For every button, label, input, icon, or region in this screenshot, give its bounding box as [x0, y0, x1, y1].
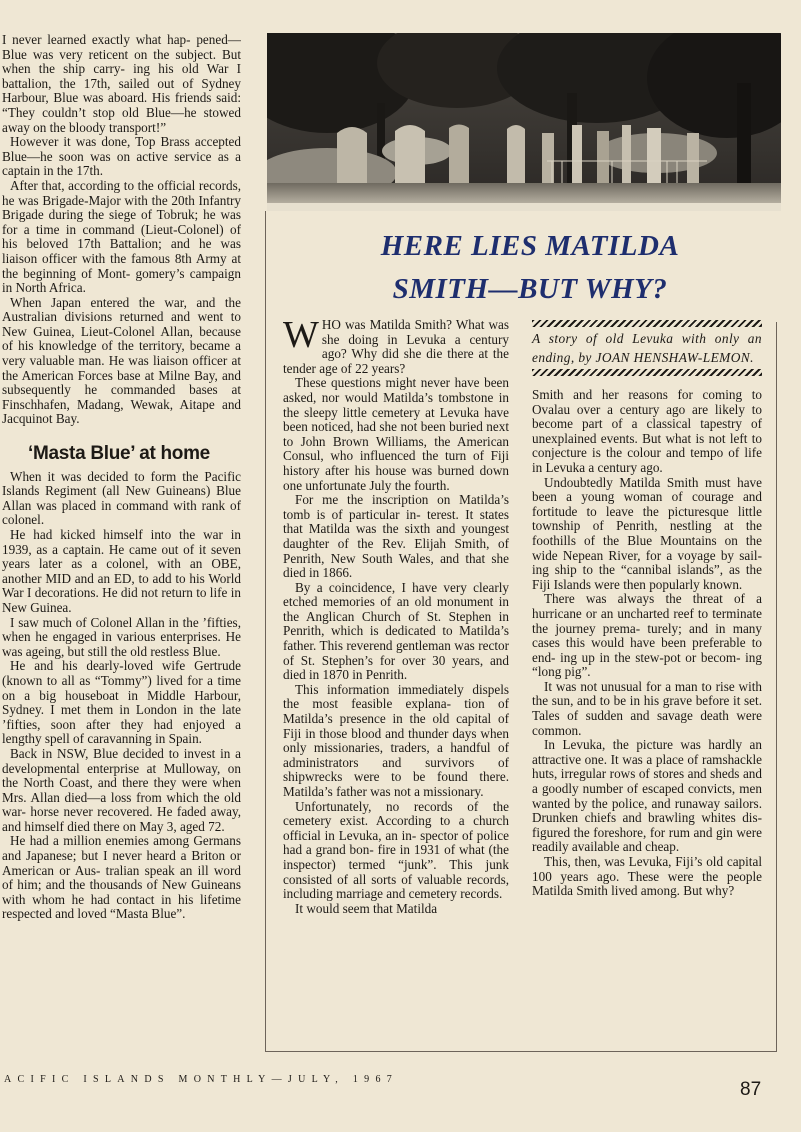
- left-paragraph: After that, according to the official records, he was Brigade-Major with the 20th Infantry Brigade during the siege of Tobruk; he was for a time in command (Lieut-Colonel) of his beloved 17th Battalion; and he was liaison officer with the famous 8th Army at the beginning of Mont- gomery’s campaign in North Africa.: [2, 177, 241, 296]
- headline-line: SMITH—BUT WHY?: [392, 273, 668, 305]
- left-paragraph: I saw much of Colonel Allan in the ’fifties, when he engaged in various enterprises. He was ageing, but still the old restless Blue.: [2, 614, 241, 659]
- article-paragraph: These questions might never have been asked, nor would Matilda’s tombstone in the sleepy little cemetery at Levuka have been noticed, had she not been buried next to John Brown Williams, the American Consul, who influenced the turn of Fiji history after his house was burned down one unfortunate July the fourth.: [283, 375, 509, 493]
- article-paragraph: This, then, was Levuka, Fiji’s old capital 100 years ago. These were the people Matilda Smith lived among. But why?: [532, 854, 762, 899]
- left-paragraph: However it was done, Top Brass accepted Blue—he soon was on active service as a captain in the 17th.: [2, 134, 241, 179]
- article-paragraph: Smith and her reasons for coming to Ovalau over a century ago are likely to become part of a classical tapestry of unexplained events. But what is not left to conjecture is the colour and tempo of life in Levuka a century ago.: [532, 387, 762, 475]
- article-headline: [280, 225, 780, 311]
- article-paragraph: There was always the threat of a hurricane or an uncharted reef to terminate the journey prema- turely; and in many cases this would have been preferable to end- ing up in the stew-pot or becom- ing “long pig”.: [532, 591, 762, 680]
- article-paragraph: For me the inscription on Matilda’s tomb is of particular in- terest. It states that Matilda was the sixth and youngest daughter of the Rev. Elijah Smith, of Penrith, New South Wales, and that she died in 1866.: [283, 492, 509, 581]
- article-paragraph: By a coincidence, I have very clearly etched memories of an old monument in the Anglican Church of St. Stephen in Penrith, which is dedicated to Matilda’s father. This reverend gentleman was rector of St. Stephen’s for over 30 years, and died in 1870 in Penrith.: [283, 579, 509, 683]
- cemetery-photo: [267, 33, 781, 211]
- left-paragraph: Back in NSW, Blue decided to invest in a developmental enterprise at Mulloway, on the North Coast, and there they were when Mrs. Allan died—a loss from which the old war- horse never recovered. He faded away, and himself died there on May 3, aged 72.: [2, 745, 241, 834]
- article-column-2: [532, 318, 762, 899]
- previous-article-column: [2, 33, 241, 922]
- byline-blurb: A story of old Levuka with only an ending, by JOAN HENSHAW-LEMON.: [532, 331, 762, 365]
- drop-cap: W: [283, 314, 319, 356]
- section-subhead: ‘Masta Blue’ at home: [28, 443, 210, 465]
- article-column-1: [283, 314, 509, 916]
- decorative-rule: [532, 369, 762, 376]
- left-paragraph: When it was decided to form the Pacific Islands Regiment (all New Guineans) Blue Allan was placed in command with rank of colonel.: [2, 468, 241, 528]
- headline-line: HERE LIES MATILDA: [380, 230, 680, 262]
- article-paragraph: [283, 314, 509, 376]
- left-paragraph: He had kicked himself into the war in 1939, as a captain. He came out of it seven years later as a colonel, with an OBE, another MID and an ED, to add to his World War I decorations. He did not return to life in New Guinea.: [2, 527, 241, 615]
- left-paragraph: He had a million enemies among Germans and Japanese; but I never heard a Briton or American or Aus- tralian speak an ill word of him; and the thousands of New Guineans with whom he had contact in his lifetime respected and loved “Masta Blue”.: [2, 833, 241, 922]
- article-paragraph: It was not unusual for a man to rise with the sun, and to be in his grave before it set. Tales of sudden and savage death were common.: [532, 678, 762, 738]
- article-paragraph: It would seem that Matilda: [295, 900, 438, 916]
- frame-border-left: [265, 211, 266, 1051]
- frame-border-right: [776, 322, 777, 1052]
- article-paragraph: This information immediately dispels the most feasible explana- tion of Matilda’s presence in the old capital of Fiji in those blood and thunder days when only missionaries, traders, a handful of administrators and survivors of shipwrecks were to be found there. Matilda’s father was not a missionary.: [283, 681, 509, 799]
- opening-text: HO was Matilda Smith? What was she doing in Levuka a century ago? Why did she die there at the tender age of 22 years?: [283, 317, 509, 376]
- left-paragraph: When Japan entered the war, and the Australian divisions returned and went to New Guinea, Lieut-Colonel Allan, because of his knowledge of the territory, became a very valuable man. He was liaison officer at the American Forces base at Milne Bay, and subsequently he commanded bases at Finschhafen, Madang, Wewak, Aitape and Jacquinot Bay.: [2, 294, 241, 427]
- article-paragraph: In Levuka, the picture was hardly an attractive one. It was a place of ramshackle huts, irregular rows of stores and sheds and a goodly number of escaped convicts, men wanted by the police, and runaway sailors. Drunken chiefs and brawling whites dis- figured the foreshore, for rum and gin were readily available and cheap.: [532, 737, 762, 855]
- decorative-rule: [532, 320, 762, 327]
- running-footer: ACIFIC ISLANDS MONTHLY—JULY, 1967: [4, 1074, 399, 1085]
- article-paragraph: Undoubtedly Matilda Smith must have been a young woman of courage and fortitude to leave the picturesque little township of Penrith, nestling at the foothills of the Blue Mountains on the wide Nepean River, for a voyage by sail- ing ship to the “cannibal islands”, as the Fiji Islands were then popularly known.: [532, 474, 762, 592]
- frame-border-bottom: [265, 1051, 777, 1052]
- article-paragraph: Unfortunately, no records of the cemetery exist. According to a church official in Levuka, an in- spector of police had a grand bon- fire in 1931 of what (the inspector) termed “junk”. This junk consisted of all sorts of valuable records, including marriage and cemetery records.: [283, 798, 509, 902]
- page-number: 87: [740, 1079, 762, 1100]
- left-paragraph: He and his dearly-loved wife Gertrude (known to all as “Tommy”) lived for a time on a big houseboat in Middle Harbour, Sydney. I met them in London in the late ’fifties, soon after they had enjoyed a lengthy spell of caravanning in Spain.: [2, 658, 241, 747]
- left-paragraph: I never learned exactly what hap- pened—Blue was very reticent on the subject. But when the ship carry- ing his old War I battalion, the 17th, sailed out of Sydney Harbour, Blue was aboard. His friends said: “They couldn’t stop old Blue—he stowed away on the bloody transport!”: [2, 33, 241, 135]
